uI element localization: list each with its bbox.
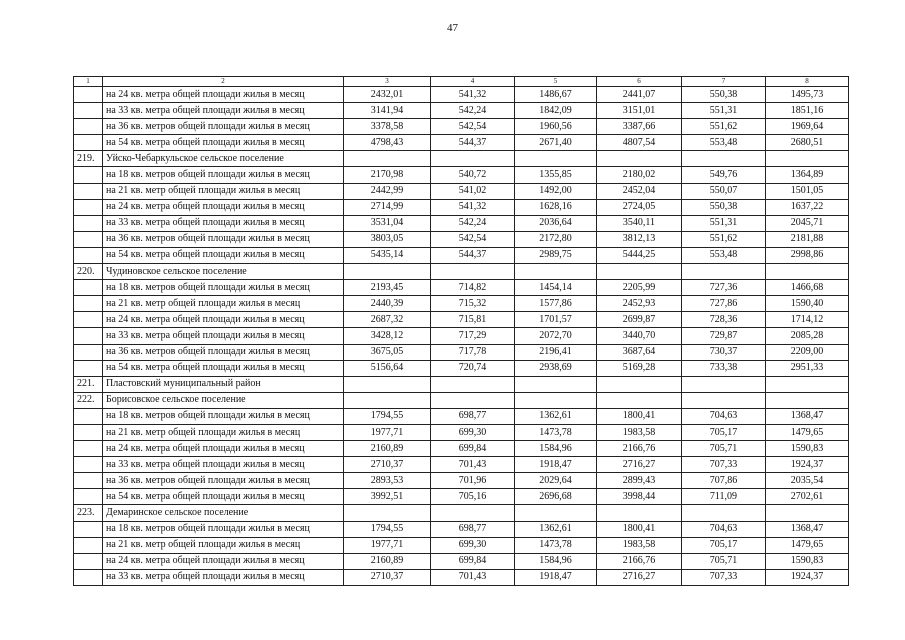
row-label: на 21 кв. метр общей площади жилья в месяц: [103, 296, 344, 312]
value-cell: 1479,65: [766, 424, 849, 440]
column-number-row: [74, 77, 849, 87]
section-number: 220.: [74, 264, 103, 280]
row-label: на 18 кв. метров общей площади жилья в месяц: [103, 521, 344, 537]
table-row: [74, 408, 849, 424]
empty-cell: [766, 376, 849, 392]
value-cell: 2442,99: [344, 183, 431, 199]
empty-cell: [344, 505, 431, 521]
empty-cell: [515, 505, 597, 521]
table-row: [74, 183, 849, 199]
value-cell: 1918,47: [515, 457, 597, 473]
value-cell: 2432,01: [344, 87, 431, 103]
section-title: Пластовский муниципальный район: [103, 376, 344, 392]
column-number: 5: [515, 77, 597, 87]
empty-cell: [515, 151, 597, 167]
empty-cell: [682, 376, 766, 392]
value-cell: 1983,58: [597, 537, 682, 553]
value-cell: 5444,25: [597, 247, 682, 263]
value-cell: 2687,32: [344, 312, 431, 328]
value-cell: 1794,55: [344, 408, 431, 424]
value-cell: 717,78: [431, 344, 515, 360]
row-label: на 24 кв. метра общей площади жилья в месяц: [103, 87, 344, 103]
value-cell: 2716,27: [597, 569, 682, 585]
section-title: Борисовское сельское поселение: [103, 392, 344, 408]
column-number: 1: [74, 77, 103, 87]
value-cell: 4807,54: [597, 135, 682, 151]
row-label: на 21 кв. метр общей площади жилья в месяц: [103, 183, 344, 199]
row-label: на 33 кв. метра общей площади жилья в месяц: [103, 215, 344, 231]
value-cell: 3378,58: [344, 119, 431, 135]
value-cell: 1473,78: [515, 537, 597, 553]
value-cell: 5156,64: [344, 360, 431, 376]
value-cell: 701,43: [431, 569, 515, 585]
value-cell: 1495,73: [766, 87, 849, 103]
value-cell: 2181,88: [766, 231, 849, 247]
column-number: 4: [431, 77, 515, 87]
table-row: [74, 87, 849, 103]
value-cell: 551,62: [682, 231, 766, 247]
value-cell: 553,48: [682, 247, 766, 263]
value-cell: 699,30: [431, 537, 515, 553]
value-cell: 541,32: [431, 87, 515, 103]
value-cell: 1924,37: [766, 457, 849, 473]
row-number-cell: [74, 312, 103, 328]
section-row: [74, 392, 849, 408]
empty-cell: [515, 376, 597, 392]
value-cell: 2036,64: [515, 215, 597, 231]
value-cell: 2452,04: [597, 183, 682, 199]
value-cell: 699,84: [431, 553, 515, 569]
value-cell: 3428,12: [344, 328, 431, 344]
empty-cell: [597, 264, 682, 280]
value-cell: 2166,76: [597, 553, 682, 569]
value-cell: 1454,14: [515, 280, 597, 296]
row-number-cell: [74, 328, 103, 344]
row-label: на 36 кв. метров общей площади жилья в месяц: [103, 231, 344, 247]
section-number: 223.: [74, 505, 103, 521]
value-cell: 549,76: [682, 167, 766, 183]
value-cell: 3675,05: [344, 344, 431, 360]
row-label: на 24 кв. метра общей площади жилья в месяц: [103, 312, 344, 328]
column-number: 2: [103, 77, 344, 87]
table-row: [74, 457, 849, 473]
value-cell: 3141,94: [344, 103, 431, 119]
row-label: на 54 кв. метра общей площади жилья в месяц: [103, 489, 344, 505]
value-cell: 3998,44: [597, 489, 682, 505]
value-cell: 2209,00: [766, 344, 849, 360]
section-row: [74, 264, 849, 280]
empty-cell: [515, 392, 597, 408]
value-cell: 699,84: [431, 441, 515, 457]
value-cell: 705,71: [682, 441, 766, 457]
empty-cell: [344, 376, 431, 392]
section-row: [74, 505, 849, 521]
row-label: на 33 кв. метра общей площади жилья в месяц: [103, 328, 344, 344]
value-cell: 544,37: [431, 135, 515, 151]
value-cell: 540,72: [431, 167, 515, 183]
value-cell: 1851,16: [766, 103, 849, 119]
value-cell: 2029,64: [515, 473, 597, 489]
empty-cell: [431, 376, 515, 392]
row-number-cell: [74, 247, 103, 263]
value-cell: 1368,47: [766, 521, 849, 537]
table-row: [74, 521, 849, 537]
row-number-cell: [74, 473, 103, 489]
row-label: на 54 кв. метра общей площади жилья в месяц: [103, 360, 344, 376]
value-cell: 1584,96: [515, 441, 597, 457]
value-cell: 544,37: [431, 247, 515, 263]
value-cell: 2180,02: [597, 167, 682, 183]
value-cell: 2951,33: [766, 360, 849, 376]
row-label: на 18 кв. метров общей площади жилья в месяц: [103, 280, 344, 296]
table-row: [74, 280, 849, 296]
value-cell: 2452,93: [597, 296, 682, 312]
value-cell: 3540,11: [597, 215, 682, 231]
value-cell: 717,29: [431, 328, 515, 344]
row-number-cell: [74, 296, 103, 312]
table-row: [74, 553, 849, 569]
row-number-cell: [74, 280, 103, 296]
row-number-cell: [74, 553, 103, 569]
table-row: [74, 199, 849, 215]
value-cell: 720,74: [431, 360, 515, 376]
row-number-cell: [74, 215, 103, 231]
value-cell: 5169,28: [597, 360, 682, 376]
empty-cell: [515, 264, 597, 280]
table-row: [74, 344, 849, 360]
value-cell: 1918,47: [515, 569, 597, 585]
value-cell: 551,31: [682, 103, 766, 119]
value-cell: 1362,61: [515, 521, 597, 537]
value-cell: 1637,22: [766, 199, 849, 215]
row-label: на 21 кв. метр общей площади жилья в месяц: [103, 424, 344, 440]
empty-cell: [766, 151, 849, 167]
row-number-cell: [74, 569, 103, 585]
value-cell: 3803,05: [344, 231, 431, 247]
row-number-cell: [74, 103, 103, 119]
row-number-cell: [74, 521, 103, 537]
table-row: [74, 296, 849, 312]
value-cell: 2205,99: [597, 280, 682, 296]
value-cell: 2680,51: [766, 135, 849, 151]
value-cell: 698,77: [431, 521, 515, 537]
section-title: Уйско-Чебаркульское сельское поселение: [103, 151, 344, 167]
value-cell: 1473,78: [515, 424, 597, 440]
value-cell: 1701,57: [515, 312, 597, 328]
table-row: [74, 441, 849, 457]
value-cell: 2989,75: [515, 247, 597, 263]
row-label: на 18 кв. метров общей площади жилья в месяц: [103, 167, 344, 183]
value-cell: 733,38: [682, 360, 766, 376]
value-cell: 1714,12: [766, 312, 849, 328]
value-cell: 5435,14: [344, 247, 431, 263]
value-cell: 2724,05: [597, 199, 682, 215]
value-cell: 2671,40: [515, 135, 597, 151]
row-number-cell: [74, 537, 103, 553]
empty-cell: [682, 392, 766, 408]
value-cell: 541,32: [431, 199, 515, 215]
row-number-cell: [74, 135, 103, 151]
column-number: 8: [766, 77, 849, 87]
empty-cell: [682, 151, 766, 167]
empty-cell: [682, 264, 766, 280]
empty-cell: [344, 264, 431, 280]
value-cell: 3531,04: [344, 215, 431, 231]
value-cell: 1960,56: [515, 119, 597, 135]
value-cell: 2714,99: [344, 199, 431, 215]
value-cell: 541,02: [431, 183, 515, 199]
value-cell: 542,24: [431, 103, 515, 119]
value-cell: 551,31: [682, 215, 766, 231]
value-cell: 2710,37: [344, 457, 431, 473]
row-number-cell: [74, 489, 103, 505]
value-cell: 2170,98: [344, 167, 431, 183]
value-cell: 1800,41: [597, 408, 682, 424]
value-cell: 2710,37: [344, 569, 431, 585]
section-number: 221.: [74, 376, 103, 392]
value-cell: 705,71: [682, 553, 766, 569]
value-cell: 3387,66: [597, 119, 682, 135]
table-row: [74, 473, 849, 489]
empty-cell: [766, 264, 849, 280]
value-cell: 1368,47: [766, 408, 849, 424]
value-cell: 699,30: [431, 424, 515, 440]
value-cell: 1800,41: [597, 521, 682, 537]
value-cell: 2072,70: [515, 328, 597, 344]
value-cell: 1479,65: [766, 537, 849, 553]
value-cell: 2696,68: [515, 489, 597, 505]
value-cell: 698,77: [431, 408, 515, 424]
value-cell: 1590,40: [766, 296, 849, 312]
value-cell: 1355,85: [515, 167, 597, 183]
value-cell: 2702,61: [766, 489, 849, 505]
value-cell: 2166,76: [597, 441, 682, 457]
empty-cell: [431, 264, 515, 280]
table-row: [74, 247, 849, 263]
row-number-cell: [74, 167, 103, 183]
value-cell: 715,81: [431, 312, 515, 328]
value-cell: 727,36: [682, 280, 766, 296]
row-label: на 24 кв. метра общей площади жилья в месяц: [103, 553, 344, 569]
empty-cell: [766, 505, 849, 521]
value-cell: 1977,71: [344, 537, 431, 553]
value-cell: 701,43: [431, 457, 515, 473]
row-number-cell: [74, 199, 103, 215]
section-number: 222.: [74, 392, 103, 408]
row-label: на 36 кв. метров общей площади жилья в месяц: [103, 119, 344, 135]
section-row: [74, 151, 849, 167]
value-cell: 730,37: [682, 344, 766, 360]
value-cell: 542,54: [431, 119, 515, 135]
section-title: Чудиновское сельское поселение: [103, 264, 344, 280]
table-row: [74, 537, 849, 553]
value-cell: 1501,05: [766, 183, 849, 199]
table-row: [74, 569, 849, 585]
value-cell: 1590,83: [766, 553, 849, 569]
value-cell: 553,48: [682, 135, 766, 151]
value-cell: 2938,69: [515, 360, 597, 376]
table-row: [74, 103, 849, 119]
value-cell: 2193,45: [344, 280, 431, 296]
empty-cell: [682, 505, 766, 521]
value-cell: 2699,87: [597, 312, 682, 328]
value-cell: 2440,39: [344, 296, 431, 312]
value-cell: 2045,71: [766, 215, 849, 231]
value-cell: 542,24: [431, 215, 515, 231]
table-row: [74, 360, 849, 376]
value-cell: 551,62: [682, 119, 766, 135]
row-number-cell: [74, 408, 103, 424]
column-number: 3: [344, 77, 431, 87]
value-cell: 1794,55: [344, 521, 431, 537]
row-number-cell: [74, 87, 103, 103]
row-label: на 33 кв. метра общей площади жилья в месяц: [103, 569, 344, 585]
value-cell: 550,38: [682, 87, 766, 103]
page-number: 47: [447, 22, 458, 34]
row-number-cell: [74, 424, 103, 440]
value-cell: 714,82: [431, 280, 515, 296]
row-label: на 33 кв. метра общей площади жилья в месяц: [103, 103, 344, 119]
empty-cell: [597, 376, 682, 392]
value-cell: 1364,89: [766, 167, 849, 183]
value-cell: 1977,71: [344, 424, 431, 440]
value-cell: 2893,53: [344, 473, 431, 489]
column-number: 6: [597, 77, 682, 87]
value-cell: 1983,58: [597, 424, 682, 440]
section-number: 219.: [74, 151, 103, 167]
empty-cell: [431, 151, 515, 167]
value-cell: 2998,86: [766, 247, 849, 263]
section-title: Демаринское сельское поселение: [103, 505, 344, 521]
value-cell: 1486,67: [515, 87, 597, 103]
value-cell: 3687,64: [597, 344, 682, 360]
column-number: 7: [682, 77, 766, 87]
table-row: [74, 119, 849, 135]
value-cell: 3440,70: [597, 328, 682, 344]
value-cell: 1362,61: [515, 408, 597, 424]
value-cell: 729,87: [682, 328, 766, 344]
tariff-table: [73, 76, 849, 586]
empty-cell: [597, 151, 682, 167]
value-cell: 2899,43: [597, 473, 682, 489]
row-label: на 54 кв. метра общей площади жилья в месяц: [103, 247, 344, 263]
value-cell: 3992,51: [344, 489, 431, 505]
value-cell: 3151,01: [597, 103, 682, 119]
value-cell: 1969,64: [766, 119, 849, 135]
value-cell: 1842,09: [515, 103, 597, 119]
value-cell: 1924,37: [766, 569, 849, 585]
value-cell: 705,17: [682, 424, 766, 440]
table-row: [74, 231, 849, 247]
value-cell: 715,32: [431, 296, 515, 312]
row-number-cell: [74, 441, 103, 457]
row-label: на 21 кв. метр общей площади жилья в месяц: [103, 537, 344, 553]
value-cell: 1628,16: [515, 199, 597, 215]
empty-cell: [431, 505, 515, 521]
empty-cell: [766, 392, 849, 408]
value-cell: 2160,89: [344, 441, 431, 457]
value-cell: 1577,86: [515, 296, 597, 312]
value-cell: 704,63: [682, 408, 766, 424]
value-cell: 704,63: [682, 521, 766, 537]
empty-cell: [344, 151, 431, 167]
value-cell: 701,96: [431, 473, 515, 489]
value-cell: 550,38: [682, 199, 766, 215]
table-row: [74, 215, 849, 231]
value-cell: 4798,43: [344, 135, 431, 151]
empty-cell: [431, 392, 515, 408]
table-row: [74, 167, 849, 183]
value-cell: 2441,07: [597, 87, 682, 103]
row-label: на 36 кв. метров общей площади жилья в месяц: [103, 344, 344, 360]
empty-cell: [597, 505, 682, 521]
table-row: [74, 489, 849, 505]
row-number-cell: [74, 231, 103, 247]
table-row: [74, 328, 849, 344]
empty-cell: [597, 392, 682, 408]
value-cell: 2196,41: [515, 344, 597, 360]
row-number-cell: [74, 457, 103, 473]
section-row: [74, 376, 849, 392]
value-cell: 2716,27: [597, 457, 682, 473]
table-body: [74, 77, 849, 586]
value-cell: 2035,54: [766, 473, 849, 489]
empty-cell: [344, 392, 431, 408]
value-cell: 2160,89: [344, 553, 431, 569]
row-label: на 33 кв. метра общей площади жилья в месяц: [103, 457, 344, 473]
value-cell: 1584,96: [515, 553, 597, 569]
row-label: на 18 кв. метров общей площади жилья в месяц: [103, 408, 344, 424]
value-cell: 705,17: [682, 537, 766, 553]
table-row: [74, 135, 849, 151]
value-cell: 728,36: [682, 312, 766, 328]
value-cell: 707,86: [682, 473, 766, 489]
row-label: на 24 кв. метра общей площади жилья в месяц: [103, 199, 344, 215]
row-label: на 36 кв. метров общей площади жилья в месяц: [103, 473, 344, 489]
row-label: на 54 кв. метра общей площади жилья в месяц: [103, 135, 344, 151]
table-row: [74, 312, 849, 328]
value-cell: 727,86: [682, 296, 766, 312]
value-cell: 542,54: [431, 231, 515, 247]
value-cell: 707,33: [682, 457, 766, 473]
row-number-cell: [74, 344, 103, 360]
table-row: [74, 424, 849, 440]
row-label: на 24 кв. метра общей площади жилья в месяц: [103, 441, 344, 457]
value-cell: 2085,28: [766, 328, 849, 344]
row-number-cell: [74, 119, 103, 135]
value-cell: 707,33: [682, 569, 766, 585]
value-cell: 1466,68: [766, 280, 849, 296]
value-cell: 550,07: [682, 183, 766, 199]
row-number-cell: [74, 360, 103, 376]
value-cell: 3812,13: [597, 231, 682, 247]
value-cell: 1590,83: [766, 441, 849, 457]
value-cell: 711,09: [682, 489, 766, 505]
value-cell: 705,16: [431, 489, 515, 505]
value-cell: 1492,00: [515, 183, 597, 199]
value-cell: 2172,80: [515, 231, 597, 247]
row-number-cell: [74, 183, 103, 199]
